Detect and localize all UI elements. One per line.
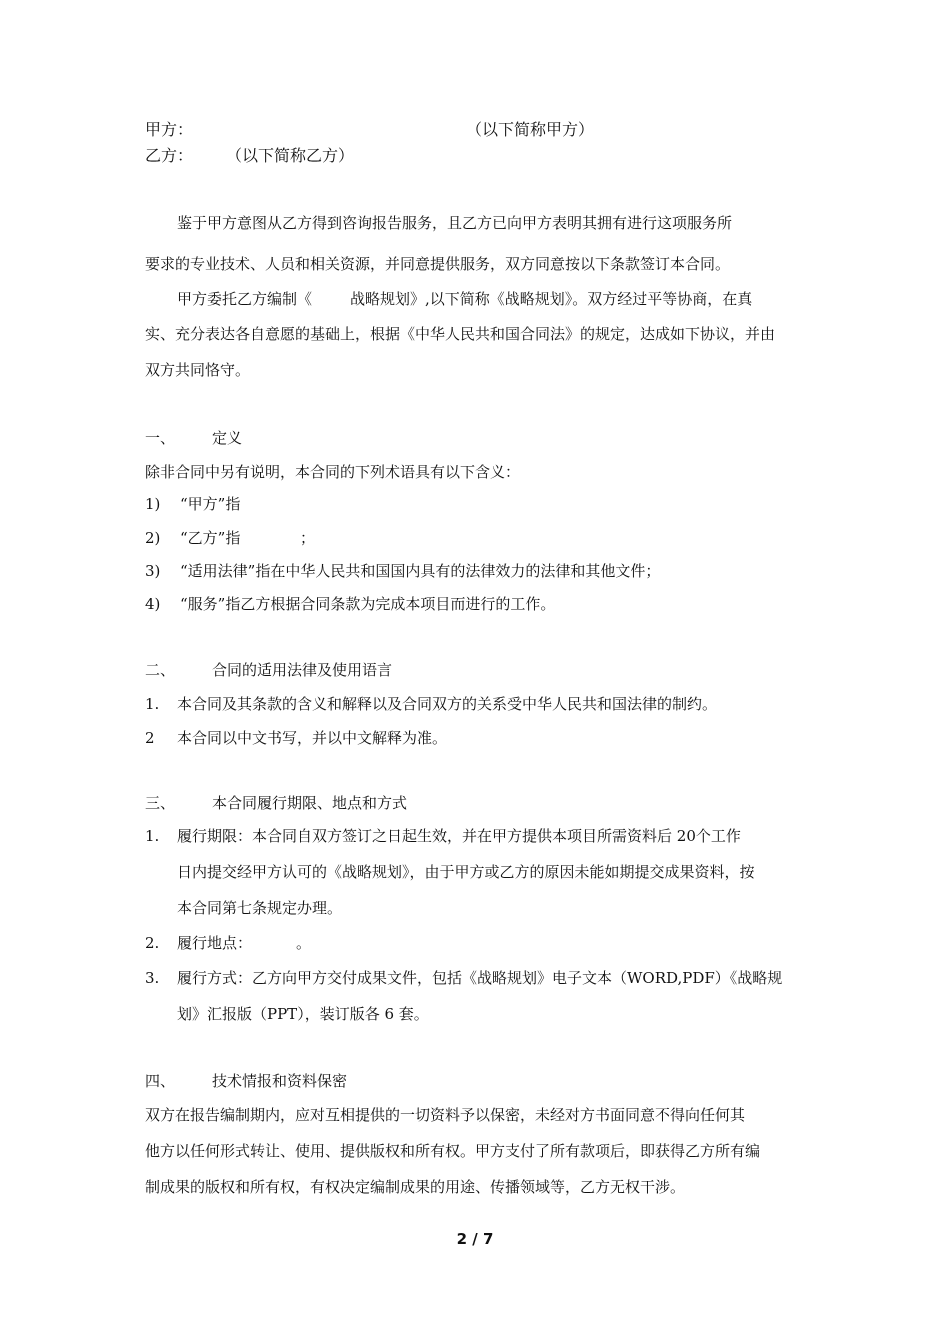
section-1-item-2a: “乙方”指: [180, 529, 241, 547]
section-1-item-3: “适用法律”指在中华人民共和国国内具有的法律效力的法律和其他文件；: [180, 562, 661, 580]
section-4-number: 四、: [145, 1072, 176, 1090]
intro-paragraph-1-line-2: 要求的专业技术、人员和相关资源，并同意提供服务，双方同意按以下条款签订本合同。: [145, 255, 731, 273]
section-3-item-2a: 履行地点：: [177, 934, 253, 952]
section-4-line-3: 制成果的版权和所有权，有权决定编制成果的用途、传播领域等，乙方无权干涉。: [145, 1178, 686, 1196]
intro-paragraph-2-line-1a: 甲方委托乙方编制《: [177, 290, 313, 308]
section-3-item-1-number: 1.: [145, 827, 160, 845]
section-1-item-1-number: 1): [145, 495, 161, 513]
party-b-note: （以下简称乙方）: [226, 146, 355, 165]
section-1-lead: 除非合同中另有说明，本合同的下列术语具有以下含义：: [145, 463, 521, 481]
section-3-item-3-line-2: 划》汇报版（PPT），装订版各 6 套。: [177, 1005, 429, 1023]
party-a-note: （以下简称甲方）: [466, 120, 595, 139]
section-2-title: 合同的适用法律及使用语言: [212, 661, 393, 679]
section-1-item-3-number: 3): [145, 562, 161, 580]
section-1-item-4-number: 4): [145, 595, 161, 613]
section-2-item-1: 本合同及其条款的含义和解释以及合同双方的关系受中华人民共和国法律的制约。: [177, 695, 718, 713]
section-1-title: 定义: [212, 429, 243, 447]
section-1-item-2b: ；: [300, 529, 316, 547]
section-1-item-2-number: 2): [145, 529, 161, 547]
section-4-line-2: 他方以任何形式转让、使用、提供版权和所有权。甲方支付了所有款项后，即获得乙方所有编: [145, 1142, 761, 1160]
section-3-item-1-line-2: 日内提交经甲方认可的《战略规划》，由于甲方或乙方的原因未能如期提交成果资料，按: [177, 863, 755, 881]
section-3-item-1-line-3: 本合同第七条规定办理。: [177, 899, 343, 917]
section-3-item-3-line-1: 履行方式：乙方向甲方交付成果文件，包括《战略规划》电子文本（WORD,PDF）《战略规: [177, 969, 783, 987]
section-1-number: 一、: [145, 429, 176, 447]
section-2-item-1-number: 1.: [145, 695, 160, 713]
section-3-item-3-number: 3.: [145, 969, 160, 987]
section-4-title: 技术情报和资料保密: [212, 1072, 348, 1090]
section-1-item-4: “服务”指乙方根据合同条款为完成本项目而进行的工作。: [180, 595, 556, 613]
intro-paragraph-2-line-3: 双方共同恪守。: [145, 361, 251, 379]
party-b-label: 乙方：: [145, 146, 194, 165]
section-1-item-1: “甲方”指: [180, 495, 241, 513]
intro-paragraph-2-line-1b: 战略规划》,以下简称《战略规划》。双方经过平等协商，在真: [350, 290, 753, 308]
section-2-item-2-number: 2: [145, 729, 155, 747]
section-2-number: 二、: [145, 661, 176, 679]
section-3-item-2-number: 2.: [145, 934, 160, 952]
section-3-item-1-line-1: 履行期限：本合同自双方签订之日起生效，并在甲方提供本项目所需资料后 20个工作: [177, 827, 741, 845]
section-3-number: 三、: [145, 794, 176, 812]
party-a-label: 甲方：: [145, 120, 194, 139]
intro-paragraph-2-line-2: 实、充分表达各自意愿的基础上，根据《中华人民共和国合同法》的规定，达成如下协议，并由: [145, 325, 776, 343]
section-2-item-2: 本合同以中文书写，并以中文解释为准。: [177, 729, 448, 747]
section-4-line-1: 双方在报告编制期内，应对互相提供的一切资料予以保密，未经对方书面同意不得向任何其: [145, 1106, 746, 1124]
page-number: 2 / 7: [456, 1230, 494, 1248]
section-3-item-2b: 。: [296, 934, 312, 952]
section-3-title: 本合同履行期限、地点和方式: [212, 794, 408, 812]
intro-paragraph-1-line-1: 鉴于甲方意图从乙方得到咨询报告服务，且乙方已向甲方表明其拥有进行这项服务所: [177, 214, 733, 232]
